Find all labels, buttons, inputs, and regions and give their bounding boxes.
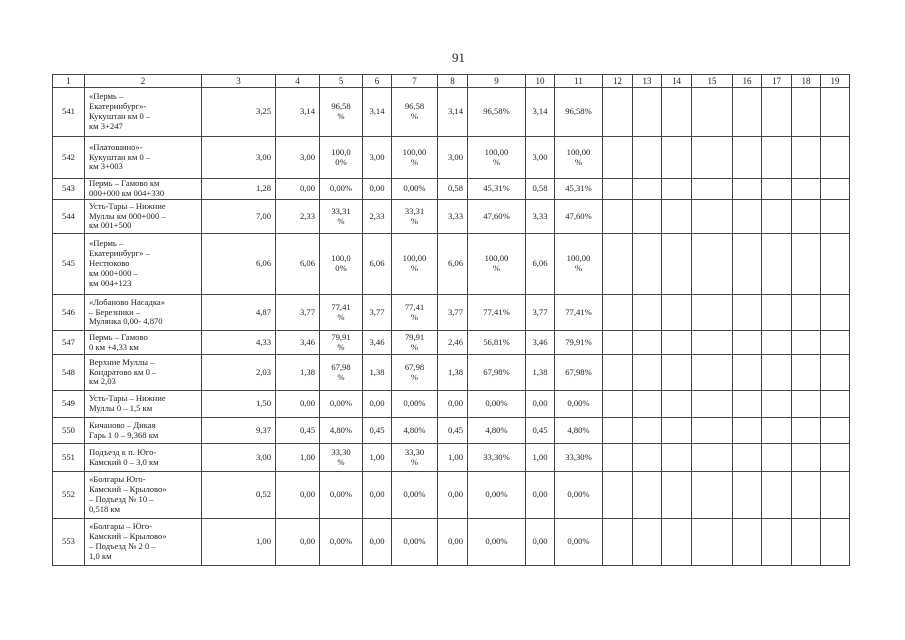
empty-cell [662,444,692,472]
empty-cell [821,472,850,519]
empty-cell [762,234,792,295]
percent-cell: 33,30% [555,444,603,472]
empty-cell [633,519,662,566]
column-header: 9 [468,75,526,88]
length-cell: 0,52 [202,472,276,519]
empty-cell [733,137,762,179]
column-header: 19 [821,75,850,88]
value-cell: 0,58 [438,179,468,200]
road-name-cell: «Лобаново Насадка» – Березники – Мулянка 0,00- 4,870 [85,295,202,331]
empty-cell [692,200,733,234]
empty-cell [733,331,762,355]
empty-cell [633,331,662,355]
empty-cell [733,519,762,566]
column-header: 4 [276,75,320,88]
percent-cell: 100,00 % [555,234,603,295]
empty-cell [821,88,850,137]
row-number-cell: 548 [53,355,85,391]
empty-cell [692,137,733,179]
value-cell: 1,00 [276,444,320,472]
value-cell: 1,38 [526,355,555,391]
value-cell: 0,00 [363,519,392,566]
empty-cell [762,179,792,200]
empty-cell [603,137,633,179]
row-number-cell: 549 [53,391,85,418]
percent-cell: 0,00% [392,391,438,418]
row-number-cell: 542 [53,137,85,179]
length-cell: 3,00 [202,444,276,472]
empty-cell [733,200,762,234]
value-cell: 0,00 [438,391,468,418]
percent-cell: 33,30 % [392,444,438,472]
row-number-cell: 546 [53,295,85,331]
value-cell: 3,46 [526,331,555,355]
empty-cell [733,355,762,391]
empty-cell [821,179,850,200]
empty-cell [762,295,792,331]
value-cell: 0,00 [276,519,320,566]
length-cell: 3,25 [202,88,276,137]
percent-cell: 0,00% [320,391,363,418]
empty-cell [821,137,850,179]
empty-cell [821,295,850,331]
percent-cell: 45,31% [468,179,526,200]
empty-cell [762,88,792,137]
percent-cell: 100,0 0% [320,137,363,179]
road-name-cell: Подъезд к п. Юго- Камский 0 – 3,0 км [85,444,202,472]
value-cell: 0,00 [276,179,320,200]
empty-cell [662,418,692,444]
table-row [53,355,850,391]
empty-cell [762,200,792,234]
column-header: 14 [662,75,692,88]
length-cell: 6,06 [202,234,276,295]
length-cell: 1,28 [202,179,276,200]
empty-cell [692,391,733,418]
percent-cell: 33,30% [468,444,526,472]
row-number-cell: 541 [53,88,85,137]
length-cell: 1,50 [202,391,276,418]
empty-cell [792,88,821,137]
value-cell: 3,00 [363,137,392,179]
column-header: 1 [53,75,85,88]
percent-cell: 45,31% [555,179,603,200]
value-cell: 3,33 [526,200,555,234]
empty-cell [792,200,821,234]
empty-cell [733,444,762,472]
road-name-cell: Усть-Тары – Нижние Муллы км 000+000 – км 001+500 [85,200,202,234]
value-cell: 0,00 [438,519,468,566]
empty-cell [821,355,850,391]
percent-cell: 33,31 % [320,200,363,234]
empty-cell [733,418,762,444]
value-cell: 3,14 [276,88,320,137]
value-cell: 0,45 [276,418,320,444]
empty-cell [633,137,662,179]
value-cell: 0,00 [438,472,468,519]
empty-cell [733,295,762,331]
percent-cell: 0,00% [392,519,438,566]
empty-cell [762,331,792,355]
percent-cell: 33,31 % [392,200,438,234]
road-name-cell: «Платошино»- Кукуштан км 0 – км 3+003 [85,137,202,179]
empty-cell [603,331,633,355]
empty-cell [662,331,692,355]
table-row [53,137,850,179]
value-cell: 0,00 [276,391,320,418]
empty-cell [633,444,662,472]
value-cell: 1,00 [438,444,468,472]
table-row [53,519,850,566]
percent-cell: 67,98 % [320,355,363,391]
empty-cell [692,472,733,519]
percent-cell: 96,58 % [392,88,438,137]
empty-cell [692,234,733,295]
value-cell: 3,14 [363,88,392,137]
percent-cell: 4,80% [392,418,438,444]
percent-cell: 96,58 % [320,88,363,137]
data-table [52,74,850,566]
empty-cell [792,519,821,566]
value-cell: 3,46 [363,331,392,355]
empty-cell [792,391,821,418]
empty-cell [603,295,633,331]
empty-cell [603,444,633,472]
row-number-cell: 545 [53,234,85,295]
table-row [53,331,850,355]
value-cell: 3,77 [526,295,555,331]
value-cell: 2,46 [438,331,468,355]
percent-cell: 79,91 % [392,331,438,355]
column-header: 5 [320,75,363,88]
length-cell: 9,37 [202,418,276,444]
empty-cell [603,391,633,418]
percent-cell: 56,81% [468,331,526,355]
empty-cell [821,391,850,418]
empty-cell [603,88,633,137]
empty-cell [692,519,733,566]
value-cell: 0,00 [363,179,392,200]
value-cell: 3,77 [438,295,468,331]
percent-cell: 0,00% [320,179,363,200]
value-cell: 1,38 [276,355,320,391]
percent-cell: 0,00% [392,472,438,519]
empty-cell [692,295,733,331]
road-name-cell: «Болгары Юго- Камский – Крылово» – Подъезд № 10 – 0,518 км [85,472,202,519]
percent-cell: 79,91 % [320,331,363,355]
percent-cell: 100,00 % [468,234,526,295]
empty-cell [792,234,821,295]
page-number: 91 [452,50,465,65]
row-number-cell: 544 [53,200,85,234]
empty-cell [603,200,633,234]
empty-cell [733,234,762,295]
column-header: 16 [733,75,762,88]
value-cell: 3,33 [438,200,468,234]
column-header: 17 [762,75,792,88]
column-header: 13 [633,75,662,88]
value-cell: 0,00 [526,519,555,566]
empty-cell [662,519,692,566]
percent-cell: 4,80% [320,418,363,444]
empty-cell [733,88,762,137]
percent-cell: 96,58% [468,88,526,137]
empty-cell [762,137,792,179]
empty-cell [662,88,692,137]
percent-cell: 0,00% [320,472,363,519]
road-name-cell: «Пермь – Екатеринбург» – Нестюково км 000+000 – км 004+123 [85,234,202,295]
value-cell: 0,00 [363,391,392,418]
value-cell: 6,06 [526,234,555,295]
column-header: 2 [85,75,202,88]
percent-cell: 0,00% [555,391,603,418]
percent-cell: 67,98% [555,355,603,391]
road-name-cell: Верхние Муллы – Кондратово км 0 – км 2,03 [85,355,202,391]
value-cell: 1,00 [526,444,555,472]
value-cell: 0,00 [363,472,392,519]
table-row [53,472,850,519]
empty-cell [792,137,821,179]
table-row [53,295,850,331]
empty-cell [662,355,692,391]
empty-cell [633,295,662,331]
percent-cell: 47,60% [555,200,603,234]
length-cell: 2,03 [202,355,276,391]
value-cell: 3,46 [276,331,320,355]
value-cell: 3,14 [438,88,468,137]
table-row [53,179,850,200]
table-row [53,200,850,234]
length-cell: 4,87 [202,295,276,331]
empty-cell [603,519,633,566]
empty-cell [662,137,692,179]
empty-cell [633,200,662,234]
value-cell: 3,00 [438,137,468,179]
empty-cell [792,355,821,391]
empty-cell [821,234,850,295]
percent-cell: 0,00% [468,519,526,566]
value-cell: 0,58 [526,179,555,200]
percent-cell: 0,00% [392,179,438,200]
empty-cell [692,179,733,200]
value-cell: 1,38 [363,355,392,391]
column-header: 10 [526,75,555,88]
percent-cell: 47,60% [468,200,526,234]
empty-cell [821,331,850,355]
empty-cell [633,179,662,200]
empty-cell [792,472,821,519]
table-row [53,234,850,295]
percent-cell: 4,80% [468,418,526,444]
empty-cell [633,234,662,295]
empty-cell [692,88,733,137]
road-name-cell: «Пермь – Екатеринбург»- Кукуштан км 0 – км 3+247 [85,88,202,137]
row-number-cell: 550 [53,418,85,444]
column-header: 6 [363,75,392,88]
value-cell: 0,00 [276,472,320,519]
length-cell: 1,00 [202,519,276,566]
column-header: 11 [555,75,603,88]
percent-cell: 67,98 % [392,355,438,391]
length-cell: 7,00 [202,200,276,234]
value-cell: 0,45 [363,418,392,444]
percent-cell: 96,58% [555,88,603,137]
empty-cell [821,418,850,444]
percent-cell: 100,00 % [392,234,438,295]
value-cell: 6,06 [363,234,392,295]
empty-cell [603,179,633,200]
empty-cell [633,391,662,418]
column-header: 3 [202,75,276,88]
column-header: 7 [392,75,438,88]
row-number-cell: 553 [53,519,85,566]
empty-cell [733,472,762,519]
empty-cell [603,418,633,444]
value-cell: 0,00 [526,472,555,519]
value-cell: 0,45 [526,418,555,444]
percent-cell: 67,98% [468,355,526,391]
percent-cell: 0,00% [320,519,363,566]
column-header: 15 [692,75,733,88]
row-number-cell: 547 [53,331,85,355]
table-row [53,418,850,444]
percent-cell: 33,30 % [320,444,363,472]
empty-cell [603,472,633,519]
empty-cell [633,418,662,444]
value-cell: 3,00 [276,137,320,179]
empty-cell [692,355,733,391]
percent-cell: 100,00 % [468,137,526,179]
empty-cell [762,444,792,472]
table-body [53,88,850,566]
header-row [53,75,850,88]
empty-cell [762,355,792,391]
empty-cell [762,519,792,566]
percent-cell: 0,00% [555,519,603,566]
percent-cell: 100,0 0% [320,234,363,295]
percent-cell: 77,41 % [392,295,438,331]
empty-cell [792,179,821,200]
empty-cell [733,391,762,418]
empty-cell [762,391,792,418]
value-cell: 0,45 [438,418,468,444]
empty-cell [762,472,792,519]
empty-cell [792,295,821,331]
percent-cell: 4,80% [555,418,603,444]
empty-cell [762,418,792,444]
percent-cell: 79,91% [555,331,603,355]
row-number-cell: 543 [53,179,85,200]
percent-cell: 0,00% [468,391,526,418]
percent-cell: 77,41% [468,295,526,331]
empty-cell [821,444,850,472]
value-cell: 2,33 [276,200,320,234]
empty-cell [662,179,692,200]
road-name-cell: Пермь – Гамово км 000+000 км 004+330 [85,179,202,200]
empty-cell [633,472,662,519]
row-number-cell: 551 [53,444,85,472]
empty-cell [662,200,692,234]
empty-cell [792,418,821,444]
empty-cell [733,179,762,200]
length-cell: 4,33 [202,331,276,355]
value-cell: 3,00 [526,137,555,179]
column-header: 8 [438,75,468,88]
empty-cell [821,200,850,234]
empty-cell [633,88,662,137]
road-name-cell: Пермь – Гамово 0 км +4,33 км [85,331,202,355]
percent-cell: 77,41% [555,295,603,331]
table-row [53,444,850,472]
empty-cell [633,355,662,391]
empty-cell [662,295,692,331]
percent-cell: 100,00 % [392,137,438,179]
column-header: 18 [792,75,821,88]
value-cell: 6,06 [276,234,320,295]
value-cell: 3,77 [363,295,392,331]
percent-cell: 100,00 % [555,137,603,179]
row-number-cell: 552 [53,472,85,519]
road-name-cell: Усть-Тары – Нижние Муллы 0 – 1,5 км [85,391,202,418]
empty-cell [692,418,733,444]
length-cell: 3,00 [202,137,276,179]
empty-cell [662,391,692,418]
value-cell: 6,06 [438,234,468,295]
column-header: 12 [603,75,633,88]
road-name-cell: Кичаново – Дикая Гарь 1 0 – 9,368 км [85,418,202,444]
value-cell: 1,38 [438,355,468,391]
value-cell: 1,00 [363,444,392,472]
empty-cell [792,444,821,472]
table-row [53,88,850,137]
empty-cell [603,355,633,391]
empty-cell [692,331,733,355]
empty-cell [692,444,733,472]
empty-cell [603,234,633,295]
percent-cell: 77,41 % [320,295,363,331]
road-name-cell: «Болгары – Юго- Камский – Крылово» – Подъезд № 2 0 – 1,0 км [85,519,202,566]
empty-cell [792,331,821,355]
value-cell: 2,33 [363,200,392,234]
empty-cell [662,472,692,519]
empty-cell [821,519,850,566]
empty-cell [662,234,692,295]
percent-cell: 0,00% [555,472,603,519]
value-cell: 3,77 [276,295,320,331]
value-cell: 0,00 [526,391,555,418]
table-row [53,391,850,418]
percent-cell: 0,00% [468,472,526,519]
value-cell: 3,14 [526,88,555,137]
